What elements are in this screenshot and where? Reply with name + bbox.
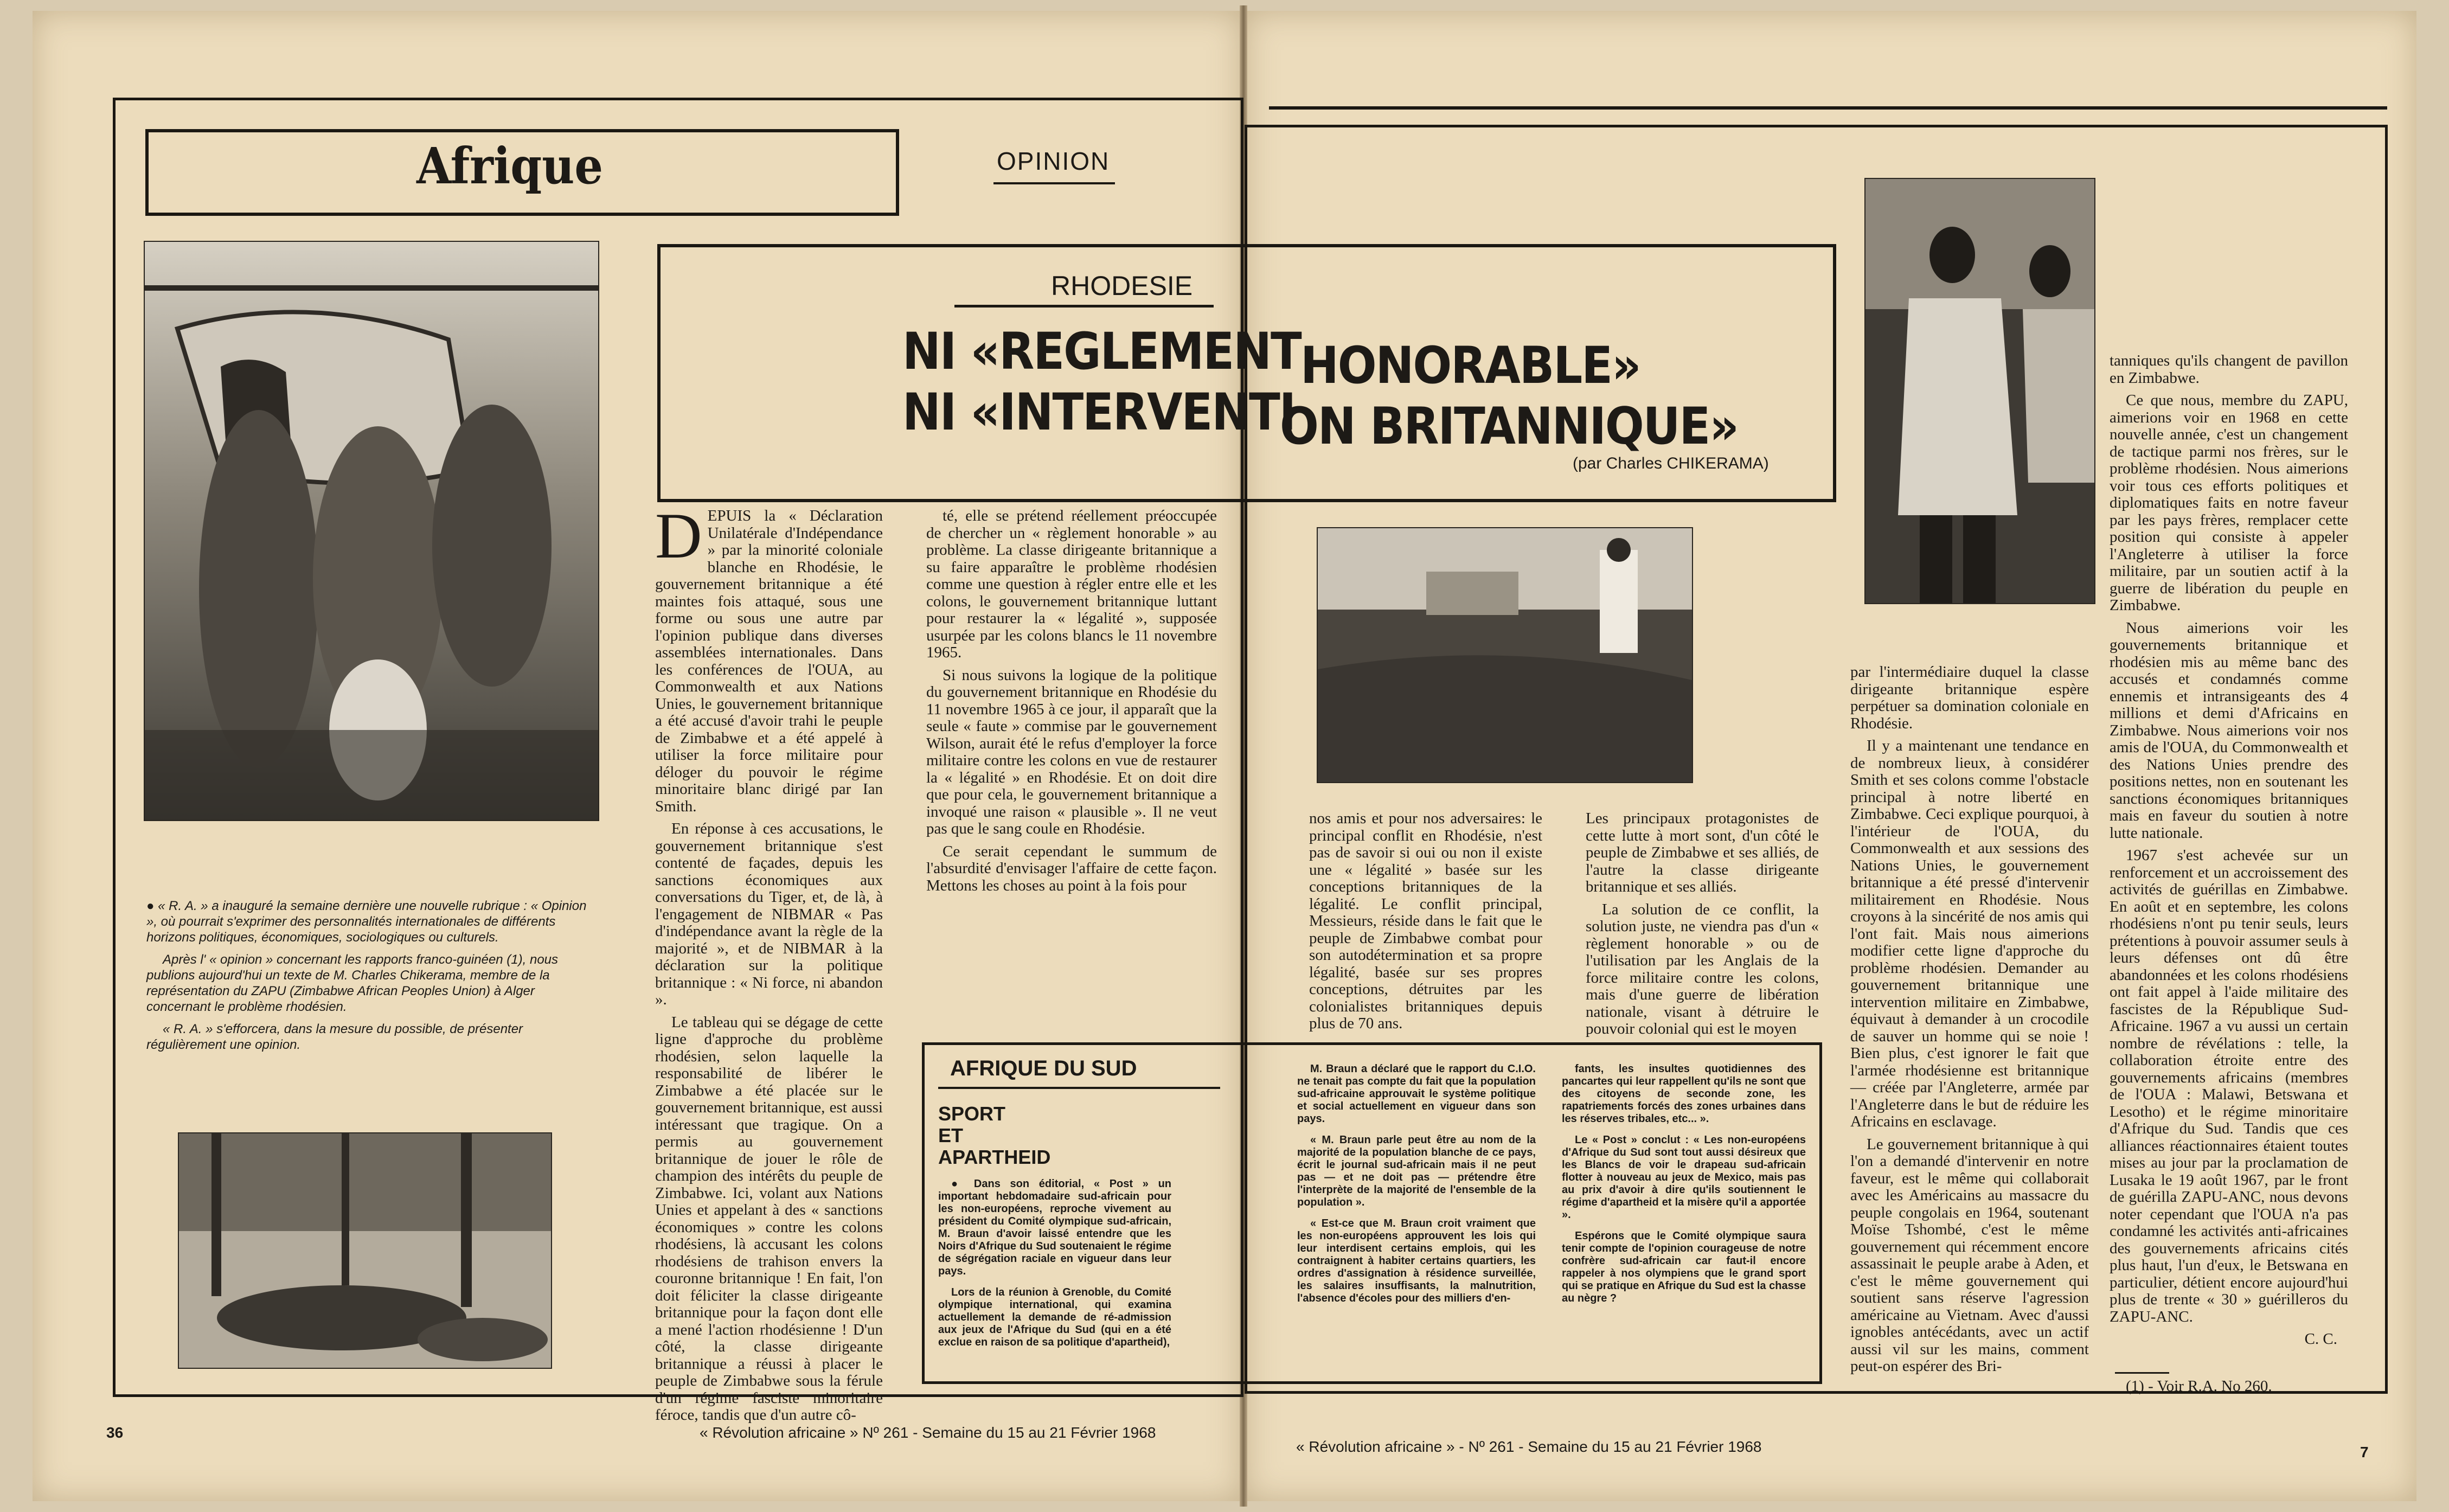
article-paragraph: Le gouvernement britannique à qui l'on a demandé d'intervenir en notre faveur, est le même qui collaborait avec les Américains au massacre du peuple congolais en 1964, soutenant Moïse Tshombé, c'est le même gouvernement qui récemment encore assassinait le peuple arabe à Aden, et c'est le même gouvernement qui soutient sans réserve l'agression américaine au Vietnam. Avec d'aussi ignobles antécédants, avec un actif aussi vil sur les mains, comment peut-on espérer des Bri- xyxy=(1850,1135,2089,1375)
sidebar-paragraph: Espérons que le Comité olympique saura tenir compte de l'opinion courageuse de notre confrère sud-africain car faut-il encore rappeler à nos olympiens que le grand sport qui se pratique en Afrique du Sud est la chasse au nègre ? xyxy=(1562,1230,1806,1304)
caption-paragraph: ● « R. A. » a inauguré la semaine dernière une nouvelle rubrique : « Opinion », où pourrait s'exprimer des personnalités internationales de différents horizons politiques, économiques, sociologiques ou culturels. xyxy=(146,899,587,945)
photo-rally-crowd xyxy=(1317,527,1693,783)
drop-cap: D xyxy=(655,499,702,572)
sidebar-paragraph: Le « Post » conclut : « Les non-européens d'Afrique du Sud sont tout aussi désireux que les Blancs de voir le drapeau sud-africain flotter à nouveau au jeux de Mexico, mais pas au prix d'avoir à dire qu'ils soutiennent le régime d'apartheid et la misère qu'il a apportée ». xyxy=(1562,1134,1806,1221)
sidebar-title xyxy=(938,1103,1050,1168)
sidebar-paragraph: « Est-ce que M. Braun croit vraiment que les non-européens approuvent les lois qui leur interdisent certains emplois, qui les contraignent à habiter certains quartiers, les ordres d'assignation à résidence surveillée, les salaires insuffisants, la malnutrition, l'absence d'écoles pour des milliers d'en- xyxy=(1297,1218,1536,1304)
article-paragraph: Les principaux protagonistes de cette lutte à mort sont, d'un côté le peuple de Zimbabwe et ses alliés, de l'autre la classe dirigeante britannique et ses alliés. xyxy=(1586,810,1819,895)
article-signature: C. C. xyxy=(2304,1330,2337,1348)
right-page-footer: « Révolution africaine » - Nº 261 - Semaine du 15 au 21 Février 1968 xyxy=(1296,1438,1762,1455)
right-page-number: 7 xyxy=(2360,1444,2369,1460)
left-page-number: 36 xyxy=(106,1424,124,1441)
article-paragraph: Nous aimerions voir les gouvernements britannique et rhodésien mis au même banc des accusés et condamnés comme ennemis et intransigeants des 4 millions et demi d'Africains en Zimbabwe. Nous aimerions voir nos amis de l'OUA, du Commonwealth et des Nations Unies prendre des positions nettes, non en soutenant les sanctions économiques britanniques mais en faveur du soutien à notre lutte nationale. xyxy=(2110,619,2348,842)
sidebar-paragraph: « M. Braun parle peut être au nom de la majorité de la population blanche de ce pays, écrit le journal sud-africain mais il ne peut pas — et ne doit pas — prétendre être l'interprète de la majorité de l'ensemble de la population ». xyxy=(1297,1134,1536,1208)
article-paragraph: Il y a maintenant une tendance en de nombreux lieux, à considérer Smith et ses colons comme l'obstacle principal à notre liberté en Zimbabwe. Ceci explique pourquoi, à l'intérieur de l'OUA, du Commonwealth et aux sessions des Nations Unies, le gouvernement britannique a été pressé d'intervenir militairement en Rhodésie. Nous croyons à la sincérité de nos amis qui l'ont fait. Mais nous aimerions modifier cette ligne d'approche du problème rhodésien. Demander au gouvernement britannique une intervention militaire en Zimbabwe, équivaut à demander à un crocodile de sauver un homme qui se noie ! Bien plus, c'est ignorer le fait que l'armée rhodésienne est britannique — créée par l'Angleterre, armée par l'Angleterre dans le but de réduire les Africains en esclavage. xyxy=(1850,737,2089,1130)
photo-men-portrait xyxy=(1864,178,2095,604)
headline-left-line2: NI «INTERVENTI xyxy=(902,383,1296,442)
rubric-underline xyxy=(993,182,1115,184)
article-paragraph: té, elle se prétend réellement préoccupée de chercher un « règlement honorable » au problème. La classe dirigeante britannique a su faire apparaître le problème rhodésien comme une question à régler entre elle et les colons, le gouvernement britannique luttant pour restaurer la « légalité », supposée usurpée par les colons blancs le 11 novembre 1965. xyxy=(926,507,1217,661)
article-column-1 xyxy=(655,499,883,1424)
caption-paragraph: « R. A. » s'efforcera, dans la mesure du possible, de présenter régulièrement une opinion. xyxy=(146,1022,523,1052)
article-column-2 xyxy=(926,508,1217,1021)
sidebar-paragraph: ● Dans son éditorial, « Post » un important hebdomadaire sud-africain pour les non-européens, reproche vivement au président du Comité olympique sud-africain, M. Braun d'avoir laissé entendre que les Noirs d'Afrique du Sud soutenaient le régime de ségrégation raciale en vigueur dans leur pays. xyxy=(938,1178,1171,1277)
sidebar-column-2 xyxy=(1297,1063,1536,1372)
footnote-rule xyxy=(2115,1372,2169,1374)
article-kicker: RHODESIE xyxy=(1051,271,1193,301)
article-column-6 xyxy=(2110,353,2348,1372)
rubric-label: OPINION xyxy=(997,147,1110,175)
article-paragraph: 1967 s'est achevée sur un renforcement et un accroissement des activités de guérillas en Zimbabwe. En août et en septembre, les colons rhodésiens n'ont pu tenir seuls, leurs prétentions à pouvoir assumer seuls à leurs défenses ont dû être abandonnées et les colons rhodésiens ont fait appel à l'aide militaire des fascistes de la République Sud-Africaine. 1967 a vu aussi un certain nombre de révélations : telle, la collaboration étroite entre des gouvernements africains (membres de l'OUA : Malawi, Betswana et Lesotho) et le régime minoritaire d'Afrique du Sud. Tandis que ces alliances réactionnaires étaient toutes mises au jour par la proclamation de Lusaka le 19 août 1967, par le front de guérilla ZAPU-ANC, nous devons noter cependant que l'OUA n'a pas condamné les activités anti-africaines des gouvernements africains cités plus haut, l'un d'eux, le Betswana en particulier, détient encore aujourd'hui plus de trente « 30 » guérilleros du ZAPU-ANC. xyxy=(2110,847,2348,1325)
intro-caption xyxy=(146,898,597,1059)
left-page-footer: « Révolution africaine » Nº 261 - Semaine du 15 au 21 Février 1968 xyxy=(700,1424,1156,1441)
article-paragraph: Si nous suivons la logique de la politique du gouvernement britannique en Rhodésie du 11 novembre 1965 à ce jour, il apparaît que la seule « faute » commise par le gouvernement Wilson, aurait été le refus d'employer la force militaire contre les colons en vue de restaurer la « légalité » en Rhodésie. Et on doit dire que pour cela, le gouvernement britannique a invoqué une raison « plausible ». Il ne veut pas que le sang coule en Rhodésie. xyxy=(926,666,1217,837)
photo-helicopter-soldiers xyxy=(144,241,599,821)
headline-left-line1: NI «REGLEMENT xyxy=(902,322,1301,381)
article-paragraph: EPUIS la « Déclaration Unilatérale d'Indépendance » par la minorité coloniale blanche en Rhodésie, le gouvernement britannique a été maintes fois attaqué, sous une forme ou sous une autre par l'opinion publique dans diverses assemblées internationales. Dans les conférences de l'OUA, au Commonwealth et aux Nations Unies, le gouvernement britannique a été accusé d'avoir trahi le peuple de Zimbabwe et a été appelé à utiliser la force militaire pour déloger du pouvoir le régime minoritaire blanc dirigé par Ian Smith. xyxy=(655,507,883,815)
article-column-3 xyxy=(1309,810,1542,1032)
article-paragraph: Le tableau qui se dégage de cette ligne d'approche du problème rhodésien, selon laquelle la responsabilité de libérer le Zimbabwe a été placée sur le gouvernement britannique, est aussi intéressant que tragique. On a permis au gouvernement britannique de jouer le rôle de champion des intérêts du peuple de Zimbabwe. Ici, volant aux Nations Unies et appelant à des « sanctions économiques » contre les colons rhodésiens, là accusant les colons rhodésiens de trahison envers la couronne britannique ! En fait, l'on doit féliciter la classe dirigeante britannique pour la façon dont elle a mené l'action rhodésienne ! D'un côté, la classe dirigeante britannique a réussi à placer le peuple de Zimbabwe sous la férule d'un régime fasciste minoritaire féroce, tandis que d'un autre cô- xyxy=(655,1013,883,1424)
article-column-5 xyxy=(1850,664,2089,1391)
article-paragraph: Ce serait cependant le summum de l'absurdité d'envisager l'affaire de cette façon. Mettons les choses au point à la fois pour xyxy=(926,842,1217,894)
kicker-underline xyxy=(954,305,1214,307)
sidebar-column-3 xyxy=(1562,1063,1806,1372)
sidebar-paragraph: fants, les insultes quotidiennes des pancartes qui leur rappellent qu'ils ne sont que des citoyens de seconde zone, les rapatriements forcés des zones urbaines dans les réserves tribales, etc... ». xyxy=(1562,1063,1806,1125)
article-paragraph: par l'intermédiaire duquel la classe dirigeante britannique espère perpétuer sa domination coloniale en Rhodésie. xyxy=(1850,663,2089,732)
sidebar-title-line: SPORT xyxy=(938,1103,1006,1125)
right-page-top-rule xyxy=(1269,106,2387,110)
article-paragraph: La solution de ce conflit, la solution juste, ne viendra pas d'un « règlement honorable » ou de l'utilisation par les Anglais de la force militaire contre les colons, mais d'une guerre de libération nationale, visant à détruire le pouvoir colonial qui est le moyen xyxy=(1586,900,1819,1037)
sidebar-title-line: APARTHEID xyxy=(938,1146,1051,1168)
footnote: (1) - Voir R.A. No 260. xyxy=(2126,1378,2272,1395)
article-paragraph: En réponse à ces accusations, le gouvernement britannique s'est contenté de façades, depuis les sanctions économiques aux conversations du Tiger, et, de là, à l'engagement de NIBMAR « Pas d'indépendance avant la règle de la majorité », et de NIBMAR à la déclaration sur la politique britannique : « Ni force, ni abandon ». xyxy=(655,820,883,1008)
headline-right-line2: ON BRITANNIQUE» xyxy=(1280,397,1738,456)
headline-right-line1: HONORABLE» xyxy=(1300,336,1640,395)
section-title: Afrique xyxy=(416,137,603,195)
sidebar-paragraph: M. Braun a déclaré que le rapport du C.I.O. ne tenait pas compte du fait que la population sud-africaine approuvait le système politique et social actuellement en vigueur dans son pays. xyxy=(1297,1063,1536,1125)
article-paragraph: Ce que nous, membre du ZAPU, aimerions voir en 1968 en cette nouvelle année, c'est un changement de tactique parmi nos frères, sur le problème rhodésien. Nous aimerions voir tous ces efforts politiques et diplomatiques faits en notre faveur par les pays frères, remplacer cette position qui consiste à appeler l'Angleterre à utiliser la force militaire, par un soutien actif à la guerre de libération du peuple en Zimbabwe. xyxy=(2110,392,2348,614)
photo-gathering-in-forest xyxy=(178,1132,552,1369)
caption-paragraph: Après l' « opinion » concernant les rapports franco-guinéen (1), nous publions aujourd'hui un texte de M. Charles Chikerama, membre de la représentation du ZAPU (Zimbabwe African Peoples Union) à Alger concernant le problème rhodésien. xyxy=(146,952,559,1014)
byline: (par Charles CHIKERAMA) xyxy=(1573,454,1769,472)
sidebar-kicker-underline xyxy=(938,1087,1220,1089)
article-paragraph: nos amis et pour nos adversaires: le principal conflit en Rhodésie, n'est pas de savoir si oui ou non il existe une « légalité » basée sur les conceptions britanniques de la légalité. Le conflit principal, Messieurs, réside dans le fait que le peuple de Zimbabwe combat pour son autodétermination et sa propre légalité, basée sur ses propres conceptions, détruites par les colonialistes britanniques depuis plus de 70 ans. xyxy=(1309,810,1542,1032)
article-paragraph: tanniques qu'ils changent de pavillon en Zimbabwe. xyxy=(2110,352,2348,387)
article-column-4 xyxy=(1586,810,1819,1037)
sidebar-column-1 xyxy=(938,1178,1171,1373)
sidebar-paragraph: Lors de la réunion à Grenoble, du Comité olympique international, qui examina actuellement la demande de ré-admission aux jeux de l'Afrique du Sud (qui en a été exclue en raison de sa politique d'apartheid), xyxy=(938,1286,1171,1348)
sidebar-kicker: AFRIQUE DU SUD xyxy=(950,1056,1137,1080)
sidebar-title-line: ET xyxy=(938,1124,964,1146)
